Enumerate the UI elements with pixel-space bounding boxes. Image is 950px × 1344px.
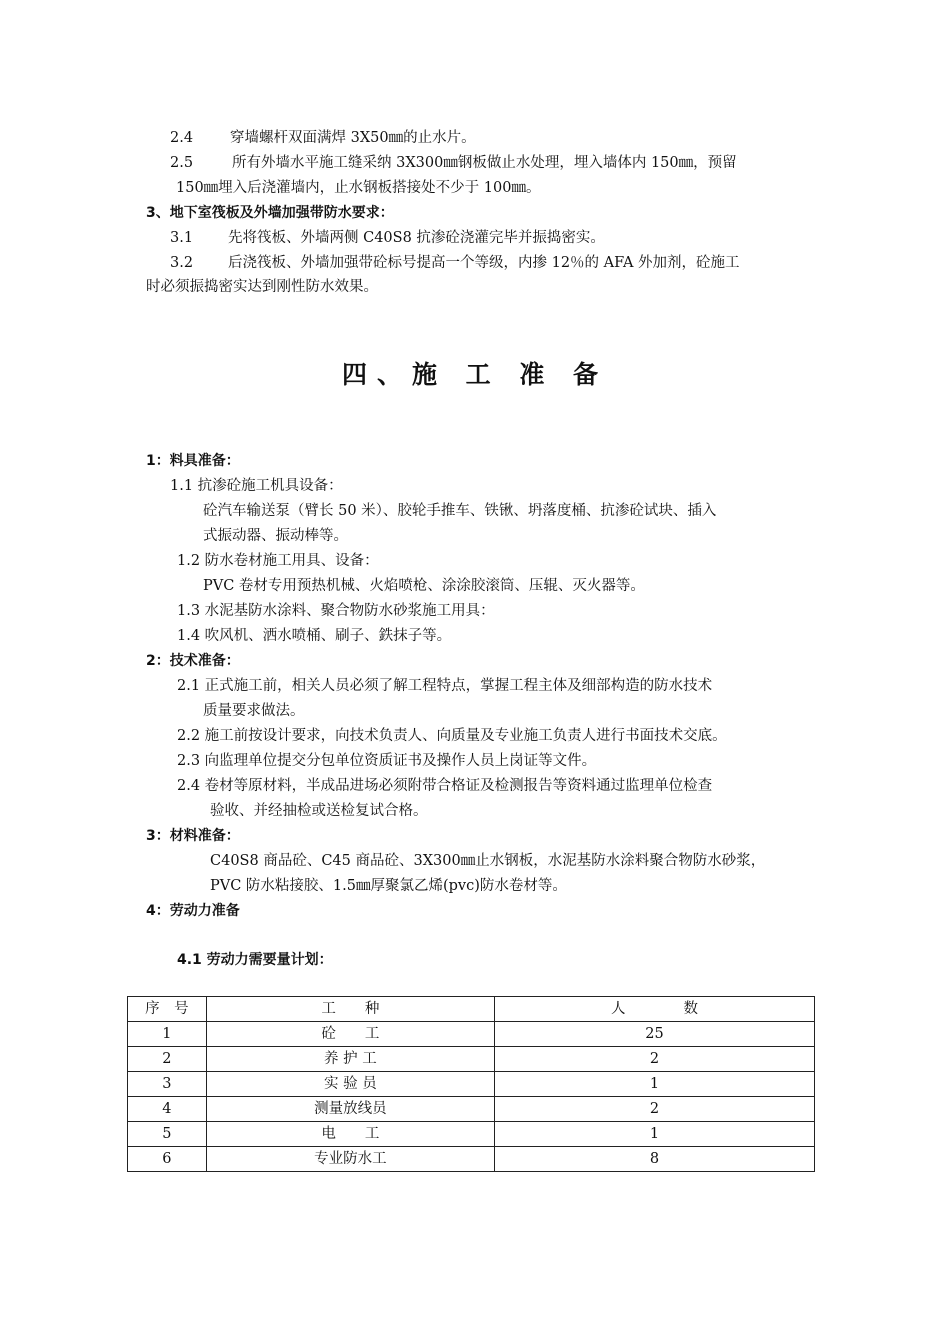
cell-seq: 1	[128, 1022, 207, 1047]
item-1-2-title: 1.2 防水卷材施工用具、设备：	[177, 553, 379, 569]
cell-trade: 电 工	[206, 1122, 494, 1147]
labor-table	[127, 996, 815, 1172]
item-text: 后浇筏板、外墙加强带砼标号提高一个等级，内掺 12％的 AFA 外加剂，砼施工	[228, 255, 740, 271]
labor-plan-title: 4.1 劳动力需要量计划：	[177, 952, 333, 968]
header-seq: 序 号	[128, 997, 207, 1022]
cell-count: 1	[494, 1072, 814, 1097]
item-2-5-line2: 150㎜埋入后浇灌墙内，止水钢板搭接处不少于 100㎜。	[176, 180, 541, 196]
item-number: 2.5	[170, 155, 194, 171]
heading-labor: 4：劳动力准备	[146, 903, 240, 919]
tech-item-2-1-line2: 质量要求做法。	[203, 703, 305, 719]
item-2-4	[170, 128, 476, 148]
table-row	[128, 1047, 815, 1072]
table-row	[128, 1122, 815, 1147]
heading-materials-tools: 1：料具准备：	[146, 453, 240, 469]
cell-trade: 养 护 工	[206, 1047, 494, 1072]
item-number: 3.2	[170, 255, 194, 271]
item-1-1-line1: 砼汽车输送泵（臂长 50 米）、胶轮手推车、铁锹、坍落度桶、抗渗砼试块、插入	[203, 503, 717, 519]
item-text: 穿墙螺杆双面满焊 3X50㎜的止水片。	[230, 130, 476, 146]
item-number: 2.4	[170, 130, 194, 146]
item-number: 3.1	[170, 230, 194, 246]
cell-trade: 专业防水工	[206, 1147, 494, 1172]
materials-line2: PVC 防水粘接胶、1.5㎜厚聚氯乙烯(pvc)防水卷材等。	[210, 878, 567, 894]
cell-count: 2	[494, 1097, 814, 1122]
item-3-1	[170, 228, 605, 248]
section-title: 四、施 工 准 备	[341, 360, 609, 389]
table-header-row	[128, 997, 815, 1022]
item-1-1-title: 1.1 抗渗砼施工机具设备：	[170, 478, 343, 494]
cell-seq: 4	[128, 1097, 207, 1122]
cell-trade: 实 验 员	[206, 1072, 494, 1097]
cell-count: 25	[494, 1022, 814, 1047]
item-text: 所有外墙水平施工缝采纳 3X300㎜钢板做止水处理，埋入墙体内 150㎜，预留	[232, 155, 737, 171]
item-1-1-line2: 式振动器、振动棒等。	[203, 528, 348, 544]
header-count: 人 数	[494, 997, 814, 1022]
materials-line1: C40S8 商品砼、C45 商品砼、3X300㎜止水钢板，水泥基防水涂料聚合物防水砂浆，	[210, 853, 766, 869]
item-3-2-line2: 时必须振捣密实达到刚性防水效果。	[146, 279, 378, 295]
cell-trade: 砼 工	[206, 1022, 494, 1047]
tech-item-2-3: 2.3 向监理单位提交分包单位资质证书及操作人员上岗证等文件。	[177, 753, 597, 769]
item-2-5-line1	[170, 153, 737, 173]
heading-3-raft-waterproof: 3、地下室筏板及外墙加强带防水要求：	[146, 205, 394, 221]
table-row	[128, 1022, 815, 1047]
cell-count: 1	[494, 1122, 814, 1147]
item-text: 先将筏板、外墙两侧 C40S8 抗渗砼浇灌完毕并振捣密实。	[228, 230, 605, 246]
header-trade: 工 种	[206, 997, 494, 1022]
item-1-2-line1: PVC 卷材专用预热机械、火焰喷枪、涂涂胶滚筒、压辊、灭火器等。	[203, 578, 645, 594]
table-row	[128, 1072, 815, 1097]
tech-item-2-2: 2.2 施工前按设计要求，向技术负责人、向质量及专业施工负责人进行书面技术交底。	[177, 728, 727, 744]
tech-item-2-1-line1: 2.1 正式施工前，相关人员必须了解工程特点，掌握工程主体及细部构造的防水技术	[177, 678, 713, 694]
cell-count: 8	[494, 1147, 814, 1172]
item-1-3: 1.3 水泥基防水涂料、聚合物防水砂浆施工用具：	[177, 603, 495, 619]
cell-seq: 5	[128, 1122, 207, 1147]
heading-materials: 3：材料准备：	[146, 828, 240, 844]
tech-item-2-4-line2: 验收、并经抽检或送检复试合格。	[210, 803, 428, 819]
heading-technical: 2：技术准备：	[146, 653, 240, 669]
cell-seq: 6	[128, 1147, 207, 1172]
item-1-4: 1.4 吹风机、洒水喷桶、刷子、鉄抹子等。	[177, 628, 452, 644]
tech-item-2-4-line1: 2.4 卷材等原材料，半成品进场必须附带合格证及检测报告等资料通过监理单位检查	[177, 778, 713, 794]
cell-seq: 2	[128, 1047, 207, 1072]
cell-trade: 测量放线员	[206, 1097, 494, 1122]
cell-count: 2	[494, 1047, 814, 1072]
table-row	[128, 1097, 815, 1122]
item-3-2-line1	[170, 253, 740, 273]
cell-seq: 3	[128, 1072, 207, 1097]
table-row	[128, 1147, 815, 1172]
